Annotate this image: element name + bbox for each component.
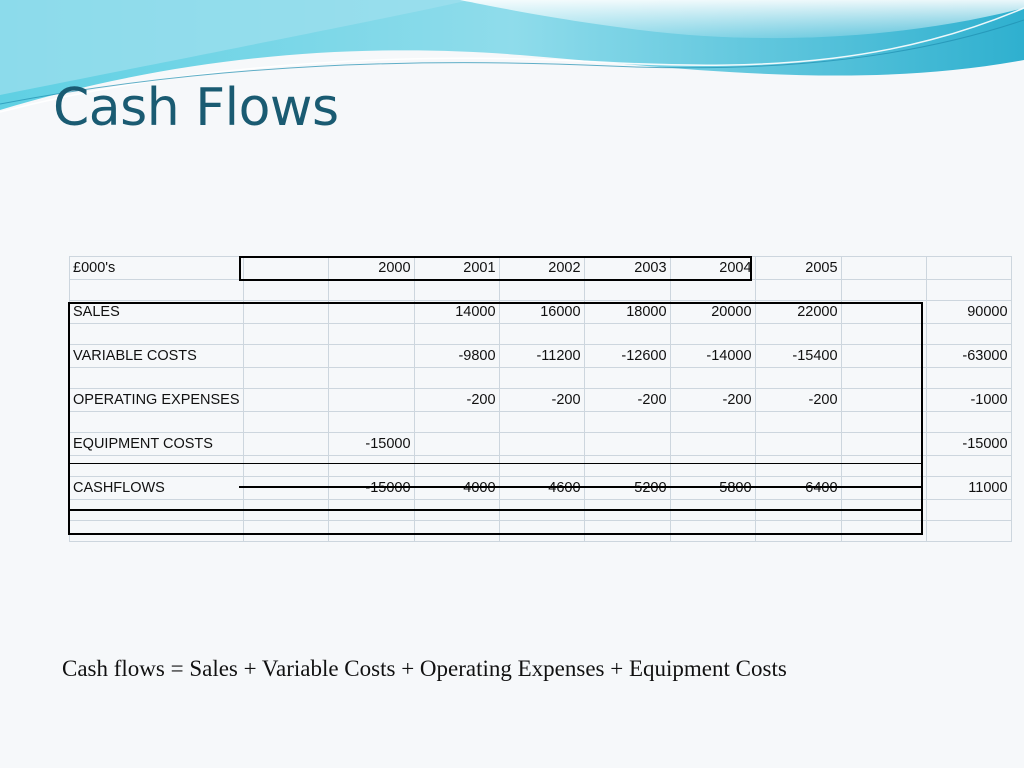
cell-value xyxy=(414,477,499,500)
cell-value xyxy=(499,433,584,456)
cell-value: -12600 xyxy=(584,345,670,368)
year-header: 2005 xyxy=(755,257,841,280)
table-row xyxy=(70,345,1012,368)
spacer-row xyxy=(70,368,1012,389)
cell-value: 22000 xyxy=(755,301,841,324)
cell-value xyxy=(755,433,841,456)
cell-value xyxy=(499,477,584,500)
spacer-row xyxy=(70,280,1012,301)
spacer-row xyxy=(70,412,1012,433)
cell-value: -200 xyxy=(670,389,755,412)
spacer-row xyxy=(70,521,1012,542)
row-total: -63000 xyxy=(926,345,1011,368)
cell-value xyxy=(328,477,414,500)
cell-value: -14000 xyxy=(670,345,755,368)
year-header: 2000 xyxy=(328,257,414,280)
cell-value xyxy=(414,433,499,456)
row-total: -1000 xyxy=(926,389,1011,412)
cashflows-bottom-border xyxy=(68,509,923,511)
header-row xyxy=(70,257,1012,280)
year-header: 2003 xyxy=(584,257,670,280)
cashflows-top-border xyxy=(239,486,923,488)
cell-value xyxy=(328,301,414,324)
table-row xyxy=(70,433,1012,456)
spacer-row xyxy=(70,324,1012,345)
cell-value xyxy=(584,433,670,456)
unit-label: £000's xyxy=(70,257,244,280)
cell-value: -11200 xyxy=(499,345,584,368)
cell-value: -200 xyxy=(584,389,670,412)
cell-value: 16000 xyxy=(499,301,584,324)
row-total: -15000 xyxy=(926,433,1011,456)
year-header: 2004 xyxy=(670,257,755,280)
cell-value: -200 xyxy=(414,389,499,412)
cell-value xyxy=(328,389,414,412)
row-label: EQUIPMENT COSTS xyxy=(70,433,244,456)
cell-value xyxy=(328,345,414,368)
cell-value: 14000 xyxy=(414,301,499,324)
year-header: 2001 xyxy=(414,257,499,280)
spacer-row xyxy=(70,456,1012,477)
row-total: 90000 xyxy=(926,301,1011,324)
table-row xyxy=(70,389,1012,412)
cell-value: -9800 xyxy=(414,345,499,368)
cell-value: -200 xyxy=(755,389,841,412)
cell-value: -15000 xyxy=(328,433,414,456)
row-label: CASHFLOWS xyxy=(70,477,244,500)
cell-value: 20000 xyxy=(670,301,755,324)
row-label: OPERATING EXPENSES xyxy=(70,389,244,412)
table-row xyxy=(70,301,1012,324)
cashflow-table xyxy=(69,256,1012,542)
cashflow-formula: Cash flows = Sales + Variable Costs + Operating Expenses + Equipment Costs xyxy=(62,656,787,681)
cell-value: -15400 xyxy=(755,345,841,368)
cell-value xyxy=(670,433,755,456)
year-header: 2002 xyxy=(499,257,584,280)
divider-line xyxy=(68,463,923,464)
row-label: SALES xyxy=(70,301,244,324)
cell-value: 18000 xyxy=(584,301,670,324)
cell-value xyxy=(670,477,755,500)
row-label: VARIABLE COSTS xyxy=(70,345,244,368)
table-row-cashflows xyxy=(70,477,1012,500)
cell-value xyxy=(755,477,841,500)
cell-value: -200 xyxy=(499,389,584,412)
cell-value xyxy=(584,477,670,500)
slide-title: Cash Flows xyxy=(53,78,339,138)
row-total: 11000 xyxy=(926,477,1011,500)
